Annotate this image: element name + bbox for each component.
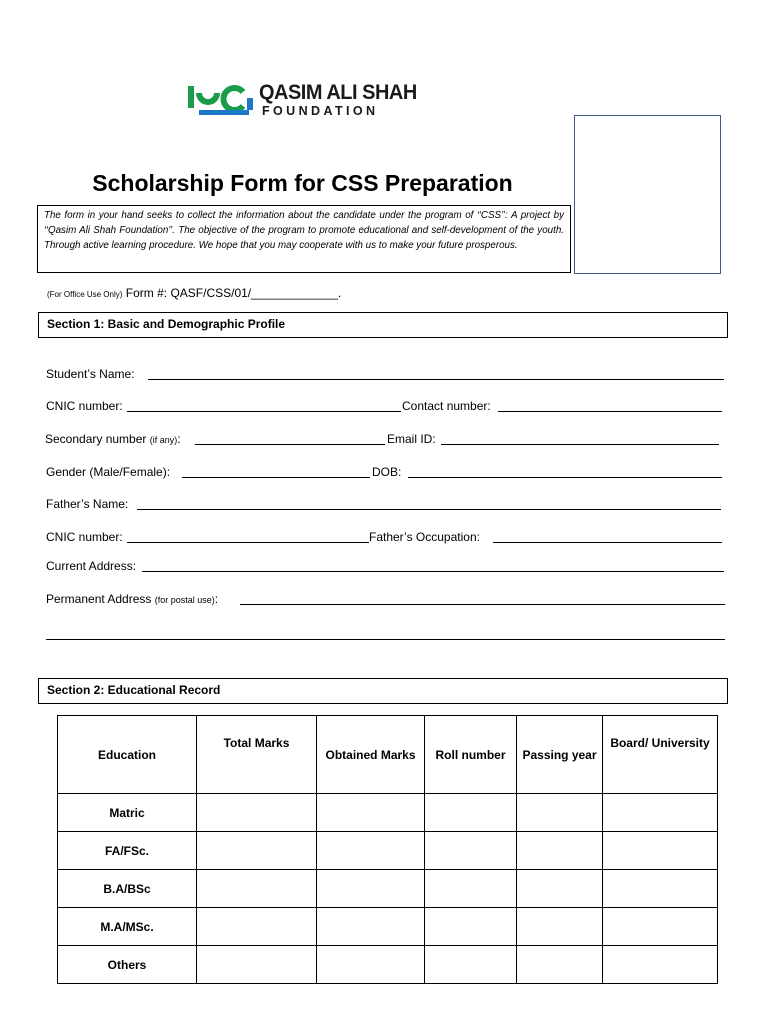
- permanent-address-text: Permanent Address: [46, 592, 152, 606]
- table-cell[interactable]: [317, 832, 425, 870]
- header-roll-number: Roll number: [425, 716, 517, 794]
- student-name-label: Student’s Name:: [46, 367, 135, 381]
- row-label-ma-msc: M.A/MSc.: [58, 908, 197, 946]
- table-cell[interactable]: [197, 946, 317, 984]
- office-use-label: (For Office Use Only): [47, 290, 123, 299]
- education-table: [57, 715, 718, 984]
- cnic-field[interactable]: [127, 411, 401, 412]
- secondary-number-label: Secondary number (if any):: [45, 432, 181, 446]
- father-cnic-field[interactable]: [127, 542, 369, 543]
- table-cell[interactable]: [603, 870, 718, 908]
- email-label: Email ID:: [387, 432, 436, 446]
- father-occupation-field[interactable]: [493, 542, 722, 543]
- student-name-field[interactable]: [148, 379, 724, 380]
- table-cell[interactable]: [603, 832, 718, 870]
- table-row: [58, 946, 718, 984]
- header-passing-year: Passing year: [517, 716, 603, 794]
- page-title: Scholarship Form for CSS Preparation: [92, 170, 513, 196]
- if-any-note: (if any): [149, 435, 178, 445]
- table-cell[interactable]: [425, 832, 517, 870]
- father-cnic-label: CNIC number:: [46, 530, 123, 544]
- father-occupation-label: Father’s Occupation:: [369, 530, 480, 544]
- father-name-field[interactable]: [137, 509, 721, 510]
- contact-label: Contact number:: [402, 399, 491, 413]
- secondary-number-field[interactable]: [195, 444, 385, 445]
- table-cell[interactable]: [603, 946, 718, 984]
- table-cell[interactable]: [517, 946, 603, 984]
- table-cell[interactable]: [317, 908, 425, 946]
- current-address-label: Current Address:: [46, 559, 137, 573]
- email-field[interactable]: [441, 444, 719, 445]
- table-cell[interactable]: [517, 870, 603, 908]
- contact-field[interactable]: [498, 411, 722, 412]
- table-cell[interactable]: [517, 832, 603, 870]
- header-board-university: Board/ University: [603, 716, 718, 794]
- header-total-marks: Total Marks: [197, 716, 317, 794]
- gender-field[interactable]: [182, 477, 370, 478]
- foundation-logo: [185, 80, 425, 120]
- father-name-label: Father’s Name:: [46, 497, 129, 511]
- header-education: Education: [58, 716, 197, 794]
- table-cell[interactable]: [425, 908, 517, 946]
- table-cell[interactable]: [517, 794, 603, 832]
- table-cell[interactable]: [317, 794, 425, 832]
- logo-text-foundation: FOUNDATION: [262, 104, 379, 118]
- permanent-address-field[interactable]: [240, 604, 725, 605]
- form-number-label: Form #: QASF/CSS/01/_____________.: [125, 286, 342, 300]
- table-cell[interactable]: [425, 870, 517, 908]
- table-cell[interactable]: [197, 870, 317, 908]
- photo-box[interactable]: [574, 115, 721, 274]
- table-cell[interactable]: [197, 908, 317, 946]
- table-cell[interactable]: [317, 946, 425, 984]
- table-cell[interactable]: [425, 794, 517, 832]
- table-row: [58, 870, 718, 908]
- header-obtained-marks: Obtained Marks: [317, 716, 425, 794]
- logo-mark-icon: [185, 84, 257, 116]
- section1-header: [38, 312, 728, 338]
- table-cell[interactable]: [425, 946, 517, 984]
- table-row: [58, 832, 718, 870]
- row-label-fa-fsc: FA/FSc.: [58, 832, 197, 870]
- current-address-field[interactable]: [142, 571, 724, 572]
- table-cell[interactable]: [317, 870, 425, 908]
- permanent-address-field-line2[interactable]: [46, 639, 725, 640]
- secondary-number-text: Secondary number: [45, 432, 147, 446]
- table-cell[interactable]: [197, 794, 317, 832]
- gender-label: Gender (Male/Female):: [46, 465, 171, 479]
- table-cell[interactable]: [603, 908, 718, 946]
- intro-box: [37, 205, 571, 273]
- table-header-row: [58, 716, 718, 794]
- intro-text: The form in your hand seeks to collect the information about the candidate under the program of ‘‘CSS’’: A project by ‘‘Qasim Ali Shah Foundation’’. The objective of the program to promote educational and self-development of the youth. Through active learning procedure. We hope that you may cooperate with us to make your future prosperous.: [44, 210, 564, 251]
- table-cell[interactable]: [603, 794, 718, 832]
- postal-use-note: (for postal use): [154, 595, 215, 605]
- table-row: [58, 794, 718, 832]
- cnic-label: CNIC number:: [46, 399, 123, 413]
- table-cell[interactable]: [197, 832, 317, 870]
- row-label-others: Others: [58, 946, 197, 984]
- dob-field[interactable]: [408, 477, 722, 478]
- permanent-address-label: Permanent Address (for postal use):: [46, 592, 219, 606]
- section2-title: Section 2: Educational Record: [47, 683, 221, 697]
- section2-header: [38, 678, 728, 704]
- row-label-matric: Matric: [58, 794, 197, 832]
- row-label-ba-bsc: B.A/BSc: [58, 870, 197, 908]
- table-row: [58, 908, 718, 946]
- table-cell[interactable]: [517, 908, 603, 946]
- logo-text-name: QASIM ALI SHAH: [259, 81, 417, 104]
- form-number-row: [47, 286, 341, 300]
- dob-label: DOB:: [372, 465, 402, 479]
- section1-title: Section 1: Basic and Demographic Profile: [47, 317, 286, 331]
